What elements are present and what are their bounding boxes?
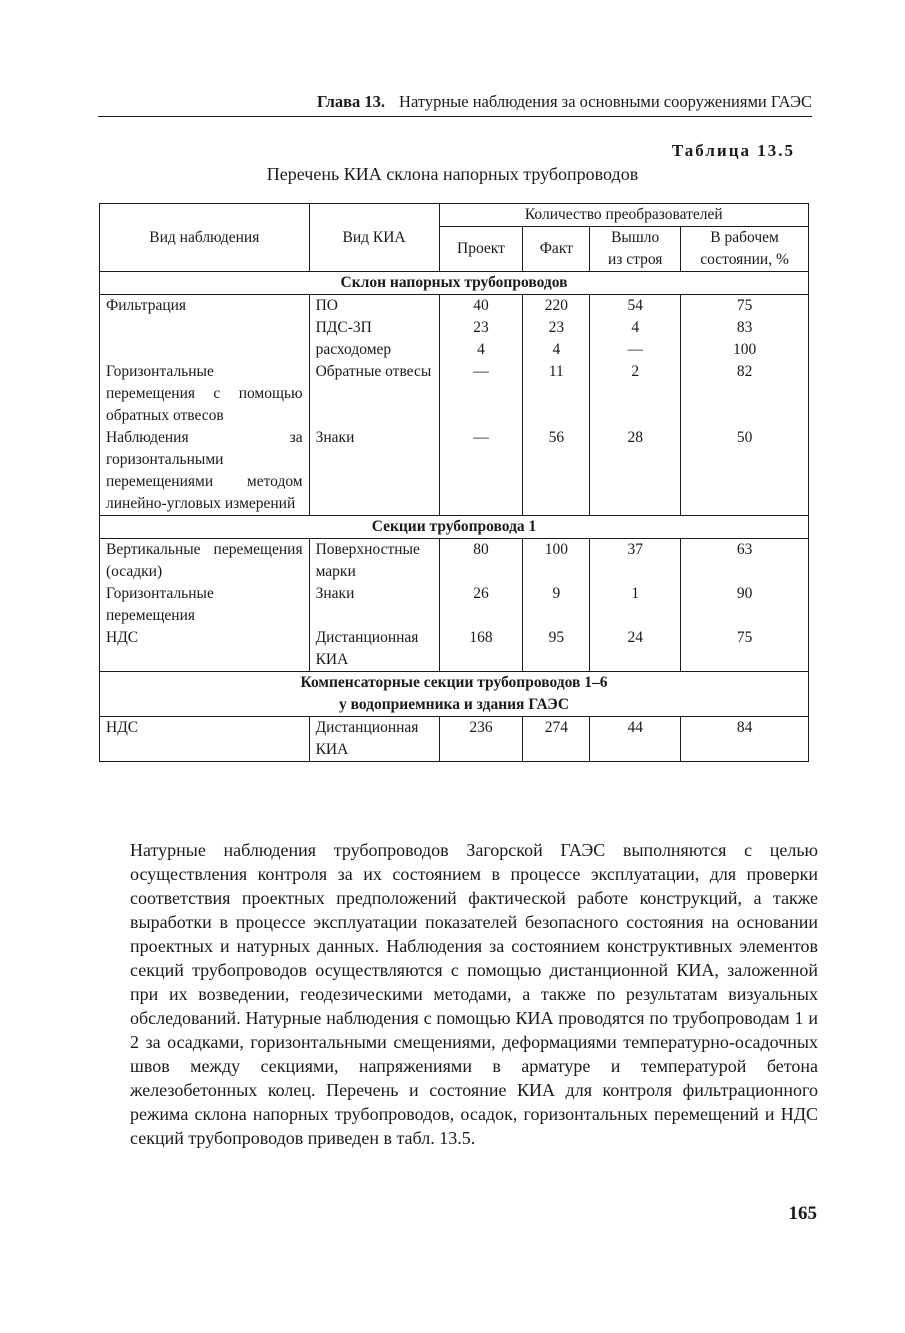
table-row [100, 717, 809, 762]
cell-kia: Знаки [309, 427, 439, 516]
cell-working: 83 [681, 317, 809, 339]
cell-broken: 37 [590, 539, 681, 584]
cell-fact: 220 [523, 295, 590, 318]
cell-working: 63 [681, 539, 809, 584]
cell-project: 40 [439, 295, 523, 318]
header-working: В рабочем состоянии, % [681, 227, 809, 272]
cell-broken: 4 [590, 317, 681, 339]
cell-vid: НДС [100, 717, 310, 762]
cell-broken: 54 [590, 295, 681, 318]
cell-fact: 56 [523, 427, 590, 516]
kia-table [99, 203, 809, 762]
body-paragraph: Натурные наблюдения трубопроводов Загорской ГАЭС выполняются с целью осуществления контроля за их состоянием в процессе эксплуатации, для проверки соответствия проектных предположений фактической работе конструкций, а также выработки в процессе эксплуатации показателей безопасного состояния на основании проектных и натурных данных. Наблюдения за состоянием конструктивных элементов секций трубопроводов осуществляются с помощью дистанционной КИА, заложенной при их возведении, геодезическими методами, а также по результатам визуальных обследований. Натурные наблюдения с помощью КИА проводятся по трубопроводам 1 и 2 за осадками, горизонтальными смещениями, деформациями температурно-осадочных швов между секциями, напряжениями в арматуре и температурой бетона железобетонных колец. Перечень и состояние КИА для контроля фильтрационного режима склона напорных трубопроводов, осадок, горизонтальных перемещений и НДС секций трубопроводов приведен в табл. 13.5. [130, 840, 818, 1148]
cell-vid [100, 339, 310, 361]
table-row [100, 539, 809, 584]
table-row [100, 339, 809, 361]
table-row [100, 317, 809, 339]
chapter-title: Натурные наблюдения за основными сооружениями ГАЭС [399, 92, 812, 111]
cell-project: 23 [439, 317, 523, 339]
cell-vid: Наблюдения за горизонтальными перемещениями методом линейно-угловых измерений [100, 427, 310, 516]
cell-working: 50 [681, 427, 809, 516]
cell-project: 26 [439, 583, 523, 627]
table-title: Перечень КИА склона напорных трубопроводов [266, 164, 639, 184]
section-slope: Склон напорных трубопроводов [100, 272, 809, 295]
cell-broken: — [590, 339, 681, 361]
cell-broken: 44 [590, 717, 681, 762]
running-header [98, 92, 812, 117]
table-row [100, 427, 809, 516]
body-text [130, 838, 818, 1150]
cell-kia: Дистанционная КИА [309, 717, 439, 762]
cell-kia: ПО [309, 295, 439, 318]
cell-broken: 24 [590, 627, 681, 672]
cell-fact: 11 [523, 361, 590, 427]
cell-fact: 23 [523, 317, 590, 339]
cell-working: 90 [681, 583, 809, 627]
cell-vid: Вертикальные перемещения (осадки) [100, 539, 310, 584]
section-compensator-line1: Компенсаторные секции трубопроводов 1–6 [300, 674, 608, 691]
cell-broken: 28 [590, 427, 681, 516]
cell-kia: Дистанционная КИА [309, 627, 439, 672]
cell-vid: Горизонтальные перемещения [100, 583, 310, 627]
page-number: 165 [788, 1203, 817, 1224]
table-label: Таблица 13.5 [671, 141, 795, 160]
section-pipeline-1: Секции трубопровода 1 [100, 516, 809, 539]
header-fact: Факт [523, 227, 590, 272]
cell-fact: 4 [523, 339, 590, 361]
cell-kia: расходомер [309, 339, 439, 361]
header-broken: Вышло из строя [590, 227, 681, 272]
cell-vid: НДС [100, 627, 310, 672]
cell-kia: ПДС-3П [309, 317, 439, 339]
cell-broken: 2 [590, 361, 681, 427]
cell-fact: 9 [523, 583, 590, 627]
table-row [100, 583, 809, 627]
cell-fact: 100 [523, 539, 590, 584]
cell-project: 80 [439, 539, 523, 584]
cell-project: — [439, 427, 523, 516]
cell-broken: 1 [590, 583, 681, 627]
cell-working: 84 [681, 717, 809, 762]
header-group: Количество преобразователей [439, 204, 808, 227]
cell-project: 236 [439, 717, 523, 762]
cell-fact: 95 [523, 627, 590, 672]
cell-project: — [439, 361, 523, 427]
chapter-number: Глава 13. [316, 92, 386, 111]
cell-working: 82 [681, 361, 809, 427]
cell-project: 4 [439, 339, 523, 361]
cell-vid: Горизонтальные перемещения с помощью обратных отвесов [100, 361, 310, 427]
cell-project: 168 [439, 627, 523, 672]
table-row [100, 627, 809, 672]
cell-kia: Обратные отвесы [309, 361, 439, 427]
cell-working: 75 [681, 627, 809, 672]
table-row [100, 361, 809, 427]
cell-working: 75 [681, 295, 809, 318]
table-row [100, 295, 809, 318]
section-compensator-line2: у водоприемника и здания ГАЭС [338, 696, 570, 713]
header-vid: Вид наблюдения [100, 204, 310, 272]
header-kia: Вид КИА [309, 204, 439, 272]
cell-kia: Знаки [309, 583, 439, 627]
cell-kia: Поверхностные марки [309, 539, 439, 584]
cell-vid: Фильтрация [100, 295, 310, 318]
cell-working: 100 [681, 339, 809, 361]
section-compensator [100, 672, 809, 717]
cell-vid [100, 317, 310, 339]
cell-fact: 274 [523, 717, 590, 762]
header-project: Проект [439, 227, 523, 272]
